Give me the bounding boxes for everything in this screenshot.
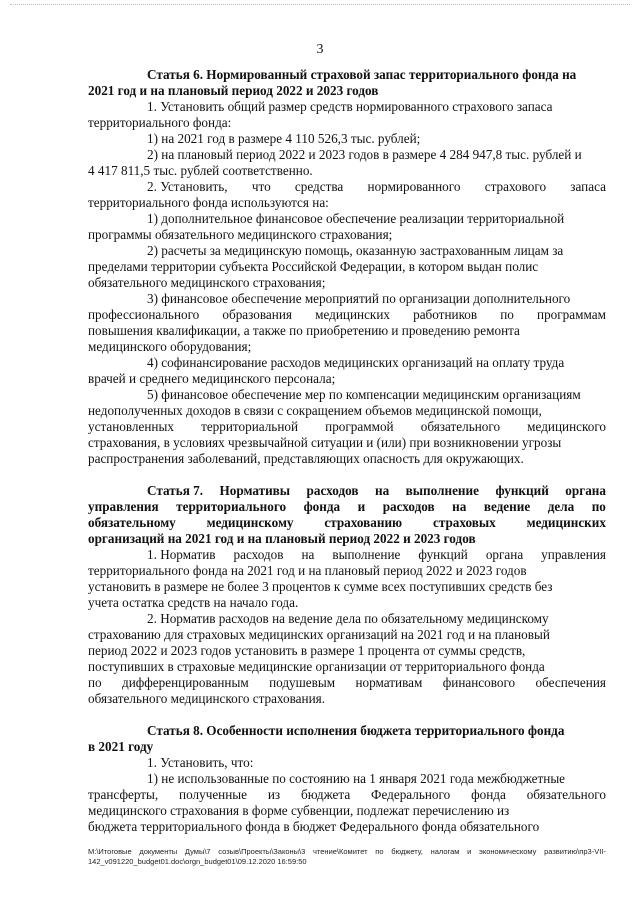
list-item-line: повышения квалификации, а также по приобретению и проведению ремонта [88,323,520,338]
paragraph-line: территориального фонда: [88,115,232,130]
article-6-heading-line-1: Статья 6. Нормированный страховой запас территориального фонда на [147,67,577,82]
paragraph-line: период 2022 и 2023 годов установить в размере 1 процента от суммы средств, [88,643,526,658]
list-item-line: распространения заболеваний, представляющих опасность для окружающих. [88,451,524,466]
justified-line: по дифференцированным подушевым нормативам финансового обеспечения [88,675,606,690]
paragraph-line: территориального фонда используются на: [88,195,329,210]
paragraph-line: установить в размере не более 3 процентов к сумме всех поступивших средств без [88,579,553,594]
article-7-heading-line-1: Статья 7. Нормативы расходов на выполнение функций органа [147,483,606,498]
list-item-line: бюджета территориального фонда в бюджет Федерального фонда обязательного [88,819,540,834]
list-item-line: 2) расчеты за медицинскую помощь, оказанную застрахованным лицам за [147,243,564,258]
page-number: 3 [316,42,324,57]
footer-path-line-1: M:\Итоговые документы Думы\7 созыв\Проекты\Законы\3 чтение\Комитет по бюджету, налогам и экономическому развитию\пр3-VII- [88,847,606,856]
list-item-line: обязательного медицинского страхования; [88,275,326,290]
paragraph-line: страхованию для страховых медицинских организаций на 2021 год и на плановый [88,627,550,642]
paragraph-line: учета остатка средств на начало года. [88,595,299,610]
paragraph-line: 1. Установить общий размер средств нормированного страхового запаса [147,99,553,114]
paragraph-line: территориального фонда на 2021 год и на плановый период 2022 и 2023 годов [88,563,527,578]
article-7-heading-line-2: управления территориального фонда и расходов на ведение дела по [88,499,606,514]
article-7-heading-line-4: организаций на 2021 год и на плановый период 2022 и 2023 годов [88,531,476,546]
article-8-heading-line-1: Статья 8. Особенности исполнения бюджета территориального фонда [147,723,565,738]
list-item-line: пределами территории субъекта Российской Федерации, в котором выдан полис [88,259,539,274]
list-item-line: 4) софинансирование расходов медицинских организаций на оплату труда [147,355,565,370]
justified-line: 2. Установить, что средства нормированного страхового запаса [147,179,606,194]
list-item-line: 1) дополнительное финансовое обеспечение реализации территориальной [147,211,565,226]
list-item-line: 1) не использованные по состоянию на 1 января 2021 года межбюджетные [147,771,566,786]
article-6-heading-line-2: 2021 год и на плановый период 2022 и 2023 годов [88,83,379,98]
paragraph-line: поступивших в страховые медицинские организации от территориального фонда [88,659,545,674]
justified-line: установленных территориальной программой обязательного медицинского [88,419,606,434]
list-item-line: медицинского страхования в форме субвенции, подлежат перечислению из [88,803,510,818]
list-item-line: программы обязательного медицинского страхования; [88,227,393,242]
justified-line: трансферты, полученные из бюджета Федерального фонда обязательного [88,787,606,802]
list-item-line: 3) финансовое обеспечение мероприятий по организации дополнительного [147,291,571,306]
list-item-line: 2) на плановый период 2022 и 2023 годов в размере 4 284 947,8 тыс. рублей и [147,147,582,162]
list-item-line: медицинского оборудования; [88,339,252,354]
list-item-line: страхования, в условиях чрезвычайной ситуации и (или) при возникновении угрозы [88,435,562,450]
justified-line: 1. Норматив расходов на выполнение функций органа управления [147,547,606,562]
justified-line: профессионального образования медицинских работников по программам [88,307,606,322]
list-item-line: 4 417 811,5 тыс. рублей соответственно. [88,163,313,178]
article-8-heading-line-2: в 2021 году [88,739,154,754]
paragraph-line: 2. Норматив расходов на ведение дела по обязательному медицинскому [147,611,549,626]
list-item-line: 1) на 2021 год в размере 4 110 526,3 тыс. рублей; [147,131,421,146]
list-item-line: 5) финансовое обеспечение мер по компенсации медицинским организациям [147,387,581,402]
list-item-line: врачей и среднего медицинского персонала; [88,371,336,386]
list-item-line: недополученных доходов в связи с сокращением объемов медицинской помощи, [88,403,542,418]
paragraph-line: обязательного медицинского страхования. [88,691,326,706]
scan-edge-line [10,4,630,6]
paragraph-line: 1. Установить, что: [147,755,254,770]
article-7-heading-line-3: обязательному медицинскому страхованию страховых медицинских [88,515,606,530]
footer-path-line-2: 142_v091220_budget01.doc\orgn_budget01\09.12.2020 16:59:50 [88,857,307,866]
